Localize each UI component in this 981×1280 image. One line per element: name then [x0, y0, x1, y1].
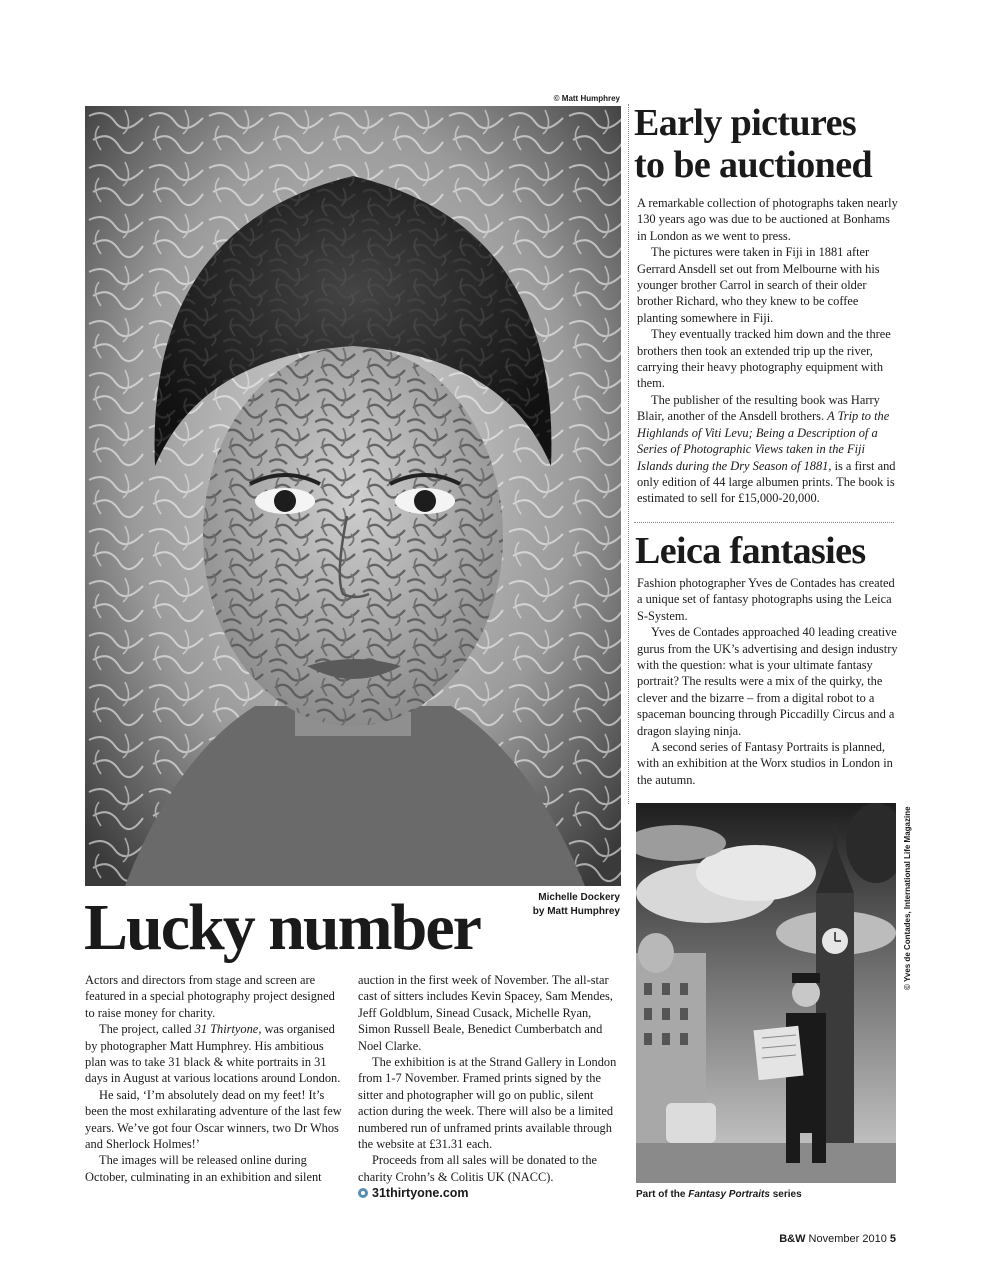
- leica-paragraph-1: Fashion photographer Yves de Contades has created a unique set of fantasy photographs using the Leica S-System.: [637, 576, 895, 623]
- lucky-paragraph-4: The images will be released online during October, culminating in an exhibition and silent: [85, 1153, 322, 1184]
- portrait-photo: [85, 106, 621, 886]
- magazine-name: B&W: [779, 1233, 806, 1245]
- lucky-p2-end: , was organised by photographer Matt Humphrey. His ambitious plan was to take 31 black & white portraits in 31 days in August at various locations around London.: [85, 1022, 341, 1086]
- leica-fantasies-headline: Leica fantasies: [635, 530, 866, 572]
- portrait-illustration: [85, 106, 621, 886]
- early-pictures-headline-line-1: Early pictures: [634, 102, 857, 144]
- lucky-number-column-1: [85, 972, 343, 1185]
- lucky-paragraph-1: Actors and directors from stage and screen are featured in a special photography project designed to raise money for charity.: [85, 973, 335, 1020]
- lucky-paragraph-6: The exhibition is at the Strand Gallery in London from 1-7 November. Framed prints signed by the sitter and photographer will go on public, silent action during the week. There will also be a limited numbered run of unframed prints available through the website at £31.31 each.: [358, 1055, 617, 1152]
- project-title: 31 Thirtyone: [194, 1022, 259, 1037]
- page-number: 5: [889, 1233, 896, 1245]
- website-link[interactable]: [358, 1185, 620, 1201]
- leica-paragraph-3: A second series of Fantasy Portraits is planned, with an exhibition at the Worx studios in London in the autumn.: [637, 740, 893, 787]
- lucky-paragraph-7: Proceeds from all sales will be donated to the charity Crohn’s & Colitis UK (NACC).: [358, 1153, 598, 1184]
- fantasy-caption-suffix: series: [769, 1189, 802, 1200]
- lucky-paragraph-3: He said, ‘I’m absolutely dead on my feet! It’s been the most exhilarating adventure of the last few years. We’ve got four Oscar winners, two Dr Whos and Sherlock Holmes!’: [85, 1087, 342, 1152]
- fantasy-portrait-photo: [636, 803, 896, 1183]
- lucky-number-headline: Lucky number: [84, 891, 480, 964]
- lucky-number-column-2: [358, 972, 620, 1202]
- early-paragraph-3: They eventually tracked him down and the three brothers then took an extended trip up the river, carrying their heavy photography equipment with them.: [637, 327, 891, 391]
- fantasy-caption-title: Fantasy Portraits: [688, 1189, 770, 1200]
- leica-paragraph-2: Yves de Contades approached 40 leading creative gurus from the UK’s advertising and design industry with the question: what is your ultimate fantasy portrait? The results were a mix of the quirky, the clever and the bizarre – from a digital robot to a spaceman bouncing through Piccadilly Circus and a dragon slaying ninja.: [637, 625, 898, 738]
- early-pictures-headline: [634, 102, 872, 186]
- early-pictures-body: [637, 195, 899, 507]
- leica-body: [637, 575, 899, 788]
- fantasy-caption: [636, 1189, 896, 1200]
- lucky-paragraph-5: auction in the first week of November. The all-star cast of sitters includes Kevin Spacey, Sam Mendes, Jeff Goldblum, Sinead Cusack, Michelle Ryan, Simon Russell Beale, Benedict Cumberbatch and Noel Clarke.: [358, 973, 613, 1053]
- section-divider: [634, 522, 894, 523]
- early-pictures-headline-line-2: to be auctioned: [634, 144, 873, 186]
- lucky-paragraph-2: [85, 1021, 343, 1087]
- portrait-caption-subject: Michelle Dockery: [538, 892, 620, 903]
- early-p4-start: The publisher of the resulting book was Harry Blair, another of the Ansdell brothers.: [637, 392, 880, 424]
- lucky-p2-start: The project, called: [99, 1022, 195, 1037]
- book-title: A Trip to the Highlands of Viti Levu; Being a Description of a Series of Photographic Views taken in the Fiji Islands during the Dry Season of 1881,: [637, 409, 890, 473]
- column-divider: [628, 104, 629, 804]
- fantasy-caption-prefix: Part of the: [636, 1189, 689, 1200]
- website-link-text[interactable]: 31thirtyone.com: [372, 1186, 469, 1201]
- page-footer: [760, 1233, 896, 1245]
- web-bullet-icon: [358, 1188, 368, 1198]
- portrait-caption: [460, 891, 620, 919]
- early-paragraph-4: [637, 392, 899, 507]
- early-paragraph-1: A remarkable collection of photographs taken nearly 130 years ago was due to be auctioned at Bonhams in London as we went to press.: [637, 196, 898, 243]
- early-paragraph-2: The pictures were taken in Fiji in 1881 after Gerrard Ansdell set out from Melbourne with his younger brother Carrol in search of their older brother Richard, who they knew to be coffee planting somewhere in Fiji.: [637, 245, 880, 325]
- fantasy-portrait-illustration: [636, 803, 896, 1183]
- portrait-photo-credit: © Matt Humphrey: [553, 94, 620, 103]
- portrait-caption-photographer: by Matt Humphrey: [532, 906, 620, 917]
- issue-date: November 2010: [805, 1233, 890, 1245]
- early-p4-end: is a first and only edition of 44 large albumen prints. The book is estimated to sell for £15,000-20,000.: [637, 458, 896, 506]
